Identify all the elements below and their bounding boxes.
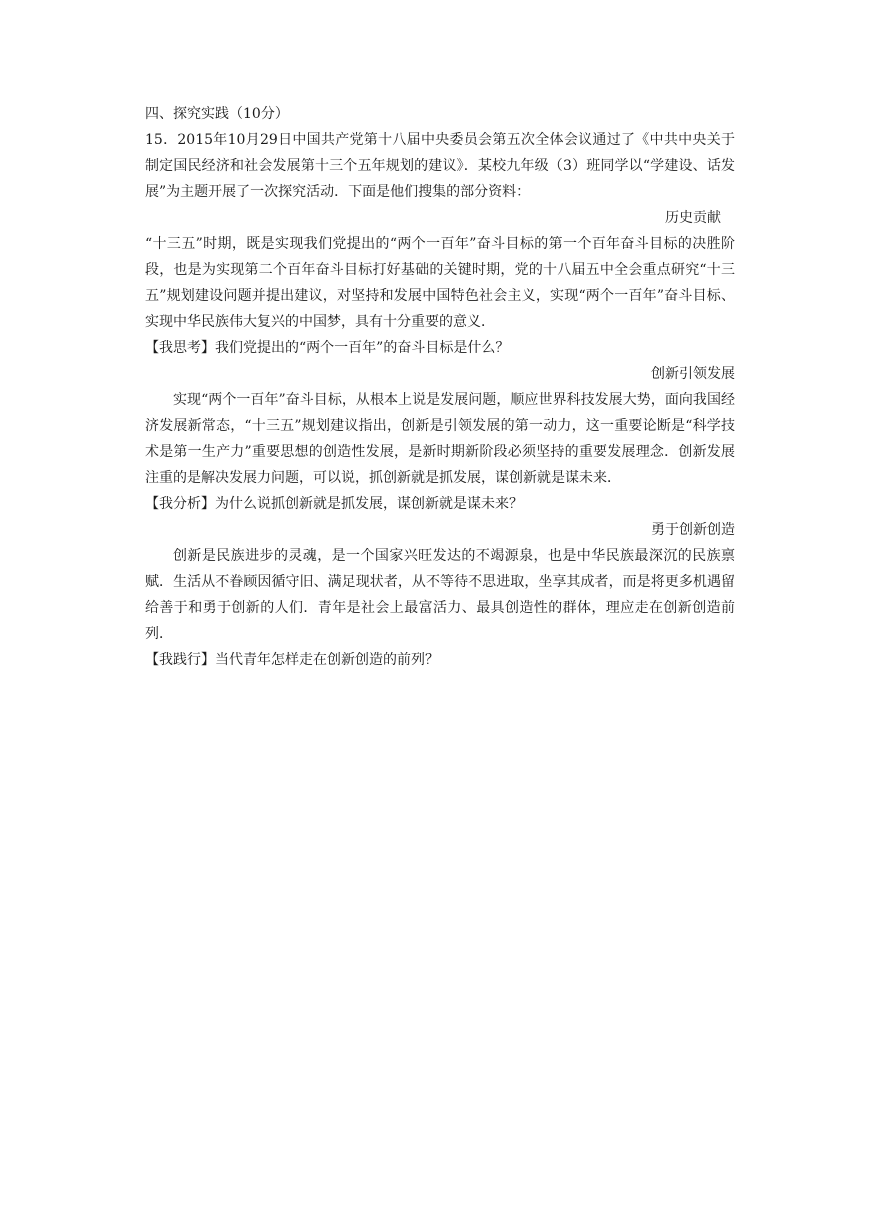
part-heading-create: 勇于创新创造: [651, 522, 735, 538]
part-heading-history: 历史贡献: [665, 210, 721, 226]
part-heading-innovation: 创新引领发展: [651, 366, 735, 382]
question-intro: 15．2015年10月29日中国共产党第十八届中央委员会第五次全体会议通过了《中共中央关于制定国民经济和社会发展第十三个五年规划的建议》．某校九年级（3）班同学以“学建设、话发展”为主题开展了一次探究活动．下面是他们搜集的部分资料：: [145, 132, 735, 200]
document-page: [145, 101, 735, 673]
prompt-analyze: 【我分析】为什么说抓创新就是抓发展，谋创新就是谋未来？: [145, 496, 523, 512]
part-body-create: 创新是民族进步的灵魂，是一个国家兴旺发达的不竭源泉，也是中华民族最深沉的民族禀赋．生活从不眷顾因循守旧、满足现状者，从不等待不思进取，坐享其成者，而是将更多机遇留给善于和勇于创新的人们．青年是社会上最富活力、最具创造性的群体，理应走在创新创造前列．: [145, 548, 735, 642]
part-body-history: “十三五”时期，既是实现我们党提出的“两个一百年”奋斗目标的第一个百年奋斗目标的决胜阶段，也是为实现第二个百年奋斗目标打好基础的关键时期，党的十八届五中全会重点研究“十三五”规划建设问题并提出建议，对坚持和发展中国特色社会主义，实现“两个一百年”奋斗目标、实现中华民族伟大复兴的中国梦，具有十分重要的意义．: [145, 236, 735, 330]
prompt-think: 【我思考】我们党提出的“两个一百年”的奋斗目标是什么？: [145, 340, 510, 356]
section-title: 四、探究实践（10分）: [145, 106, 289, 122]
part-body-innovation: 实现“两个一百年”奋斗目标，从根本上说是发展问题，顺应世界科技发展大势，面向我国经济发展新常态，“十三五”规划建议指出，创新是引领发展的第一动力，这一重要论断是“科学技术是第一生产力”重要思想的创造性发展，是新时期新阶段必须坚持的重要发展理念．创新发展注重的是解决发展力问题，可以说，抓创新就是抓发展，谋创新就是谋未来．: [145, 392, 735, 486]
prompt-practice: 【我践行】当代青年怎样走在创新创造的前列？: [145, 652, 439, 668]
